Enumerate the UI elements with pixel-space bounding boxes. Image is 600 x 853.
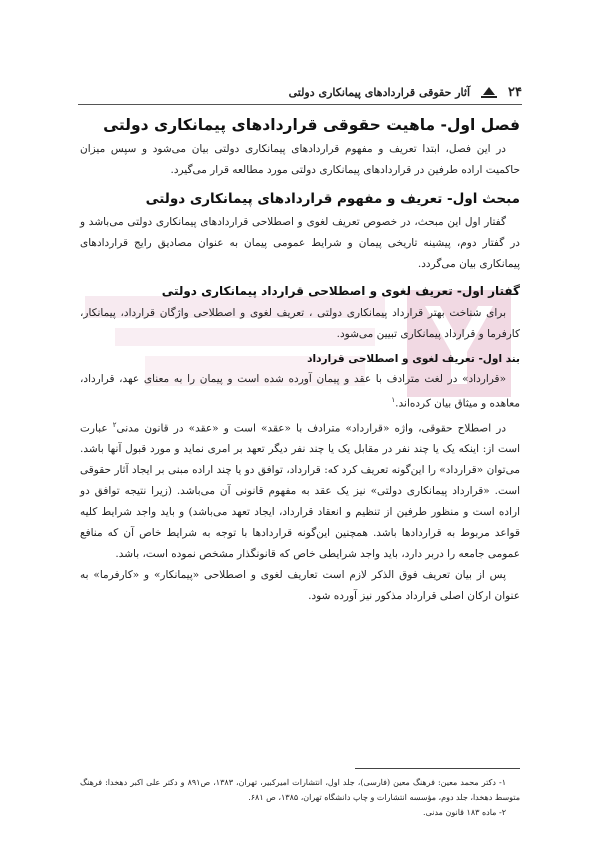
chapter-heading: فصل اول- ماهیت حقوقی قراردادهای پیمانکاری دولتی (103, 116, 520, 134)
paragraph-3: پس از بیان تعریف فوق الذکر لازم است تعاریف لغوی و اصطلاحی «پیمانکار» و «کارفرما» به عنوان ارکان اصلی قرارداد مذکور نیز آورده شود. (80, 569, 520, 602)
footnote-divider (355, 768, 520, 769)
page-header (78, 80, 522, 105)
footnote-1: ۱- دکتر محمد معین: فرهنگ معین (فارسی)، جلد اول، انتشارات امیرکبیر، تهران، ۱۳۸۳، ص۸۹۱ و دکتر علی اکبر دهخدا: فرهنگ متوسط دهخدا، جلد دوم، مؤسسه انتشارات و چاپ دانشگاه تهران، ۱۳۸۵، ص ۶۸۱. (80, 778, 520, 802)
chapter-intro: در این فصل، ابتدا تعریف و مفهوم قراردادهای پیمانکاری دولتی بیان می‌شود و سپس میزان حاکمیت اراده طرفین در قراردادهای پیمانکاری دولتی مورد مطالعه قرار می‌گیرد. (80, 143, 520, 176)
subsection-intro: برای شناخت بهتر قرارداد پیمانکاری دولتی ، تعریف لغوی و اصطلاحی واژگان قرارداد، پیمانکار، کارفرما و قرارداد پیمانکاری تبیین می‌شود. (80, 307, 520, 340)
paragraph-2-text-a: در اصطلاح حقوقی، واژه «قرارداد» مترادف با «عقد» است و «عقد» در قانون مدنی (116, 422, 506, 434)
publisher-logo-icon (480, 85, 498, 99)
section-heading: مبحث اول- تعریف و مفهوم قراردادهای پیمانکاری دولتی (145, 191, 520, 207)
paragraph-2 (80, 415, 520, 566)
running-title: آثار حقوقی قراردادهای پیمانکاری دولتی (288, 85, 471, 99)
footnote-ref-1: ۱ (391, 396, 396, 404)
section-intro: گفتار اول این مبحث، در خصوص تعریف لغوی و اصطلاحی قراردادهای پیمانکاری دولتی می‌باشد و در گفتار دوم، پیشینه تاریخی پیمان و شرایط عمومی پیمان به عنوان مصادیق رایج قراردادهای پیمانکاری بیان می‌گردد. (80, 216, 520, 270)
footnotes (80, 768, 520, 820)
paragraph-1 (80, 369, 520, 415)
paragraph-1-text: «قرارداد» در لغت مترادف با عقد و پیمان آورده شده است و پیمان را به معنای عهد، قرارداد، معاهده و میثاق بیان کرده‌اند. (80, 373, 520, 410)
clause-heading: بند اول- تعریف لغوی و اصطلاحی قرارداد (307, 353, 520, 365)
paragraph-2-text-b: عبارت است از: اینکه یک یا چند نفر در مقابل یک یا چند نفر دیگر تعهد بر امری نماید و مورد قبول آنها باشد. می‌توان «قرارداد» را این‌گونه تعریف کرد که: قرارداد، توافق دو یا چند اراده مبنی بر ایجاد آثار حقوقی است. «قرارداد پیمانکاری دولتی» نیز یک عقد به مفهوم قانونی آن می‌باشد. (زیرا نتیجه توافق دو اراده است و منظور طرفین از تنظیم و انعقاد قرارداد، ایجاد تعهد می‌باشد) و باید واجد شرایط کلیه قواعد مربوط به قراردادها باشد. همچنین این‌گونه قراردادها با توجه به شرایط خاص آن که منافع عمومی جامعه را دربر دارد، باید واجد شرایطی خاص که قانونگذار مشخص نموده است، باشد. (80, 422, 520, 560)
footnote-ref-2: ۲ (112, 420, 117, 429)
page-body (80, 116, 520, 607)
subsection-heading: گفتار اول- تعریف لغوی و اصطلاحی قرارداد پیمانکاری دولتی (161, 284, 520, 298)
footnote-2: ۲- ماده ۱۸۳ قانون مدنی. (423, 808, 506, 817)
page-number: ۲۴ (508, 84, 522, 100)
